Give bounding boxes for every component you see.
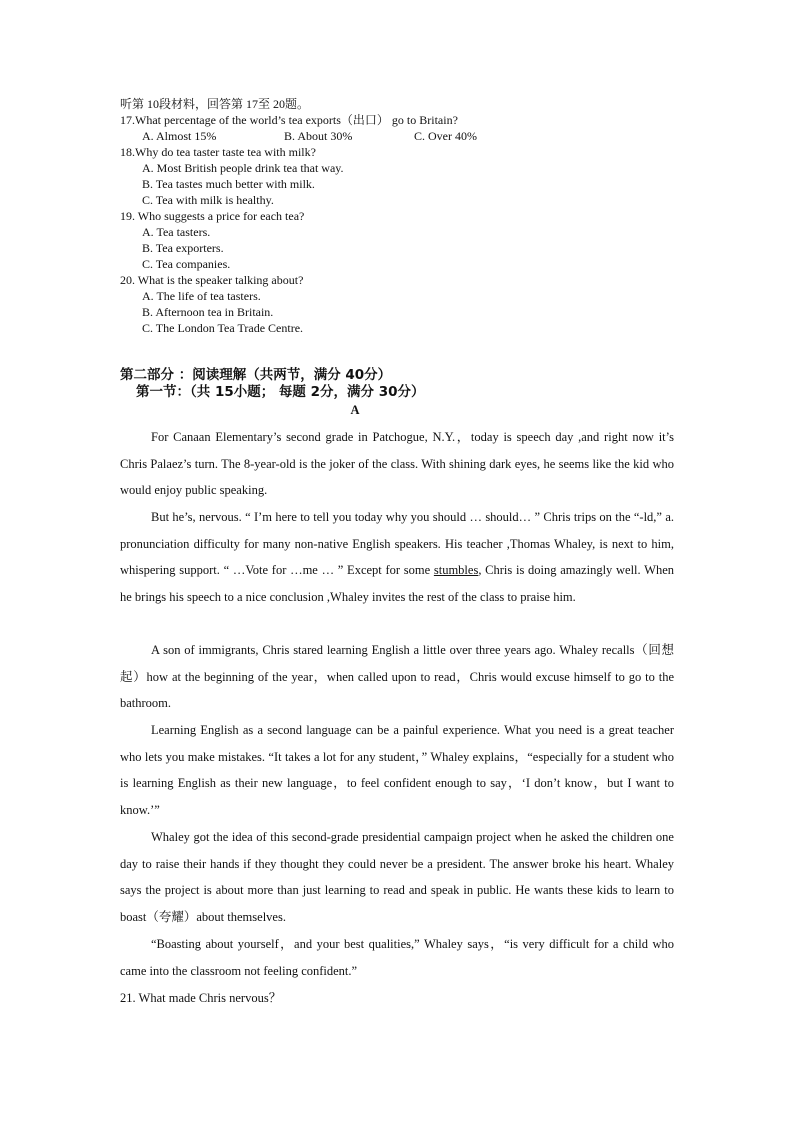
option-19c: C. Tea companies. bbox=[142, 257, 231, 271]
option-17a: A. Almost 15% bbox=[142, 129, 217, 143]
option-18b: B. Tea tastes much better with milk. bbox=[142, 177, 315, 191]
listening-intro: 听第 10段材料，回答第 17至 20题。 bbox=[120, 97, 310, 111]
question-17: 17.What percentage of the world’s tea exports（出口） go to Britain? bbox=[120, 113, 458, 127]
paragraph-6: “Boasting about yourself，and your best qualities,” Whaley says，“is very difficult for a child who came into the classroom not feeling confident.” bbox=[120, 937, 674, 978]
option-19a: A. Tea tasters. bbox=[142, 225, 211, 239]
passage-label: A bbox=[350, 403, 360, 417]
option-17b: B. About 30% bbox=[284, 129, 353, 143]
option-20b: B. Afternoon tea in Britain. bbox=[142, 305, 274, 319]
part-two-heading: 第二部分 ：阅读理解（共两节，满分 40分） bbox=[120, 367, 392, 383]
paragraph-4: Learning English as a second language can be a painful experience. What you need is a great teacher who lets you make mistakes. “It takes a lot for any student，” Whaley explains，“especially for a student who is learning English as their new language，to feel confident enough to say，‘I don’t know，but I want to know.’” bbox=[120, 723, 674, 818]
question-18: 18.Why do tea taster taste tea with milk? bbox=[120, 145, 316, 159]
option-18a: A. Most British people drink tea that way. bbox=[142, 161, 344, 175]
option-19b: B. Tea exporters. bbox=[142, 241, 224, 255]
option-18c: C. Tea with milk is healthy. bbox=[142, 193, 274, 207]
paragraph-2-text-a: But he’s, nervous. “ I’m here to tell you today why you should … should… ” Chris trips on the “-ld,” a. pronunciation difficulty for many non-native English speakers. His teacher ,Thomas Whaley, is next to him, whispering support. “ …Vote for …me … ” Except for some bbox=[120, 510, 674, 578]
option-20c: C. The London Tea Trade Centre. bbox=[142, 321, 304, 335]
option-17c: C. Over 40% bbox=[414, 129, 477, 143]
paragraph-5: Whaley got the idea of this second-grade presidential campaign project when he asked the children one day to raise their hands if they thought they could never be a president. The answer broke his heart. Whaley says the project is about more than just learning to read and speak in public. He wants these kids to learn to boast（夸耀）about themselves. bbox=[120, 830, 674, 925]
question-20: 20. What is the speaker talking about? bbox=[120, 273, 304, 287]
paragraph-3: A son of immigrants, Chris stared learning English a little over three years ago. Whaley recalls（回想起）how at the beginning of the year，when called upon to read，Chris would excuse himself to go to the bathroom. bbox=[120, 643, 674, 711]
paragraph-1: For Canaan Elementary’s second grade in Patchogue, N.Y.，today is speech day ,and right now it’s Chris Palaez’s turn. The 8-year-old is the joker of the class. With shining dark eyes, he seems like the kid who would enjoy public speaking. bbox=[120, 430, 674, 498]
underlined-word: stumbles bbox=[433, 563, 479, 578]
paragraph-2 bbox=[120, 504, 674, 611]
option-20a: A. The life of tea tasters. bbox=[142, 289, 261, 303]
paragraph-2-text-b: , Chris is doing amazingly well. When he brings his speech to a nice conclusion ,Whaley invites the rest of the class to praise him. bbox=[120, 563, 674, 605]
question-21: 21. What made Chris nervous？ bbox=[120, 991, 282, 1005]
section-one-heading: 第一节：（共 15小题； 每题 2分，满分 30分） bbox=[136, 384, 425, 400]
question-19: 19. Who suggests a price for each tea? bbox=[120, 209, 305, 223]
